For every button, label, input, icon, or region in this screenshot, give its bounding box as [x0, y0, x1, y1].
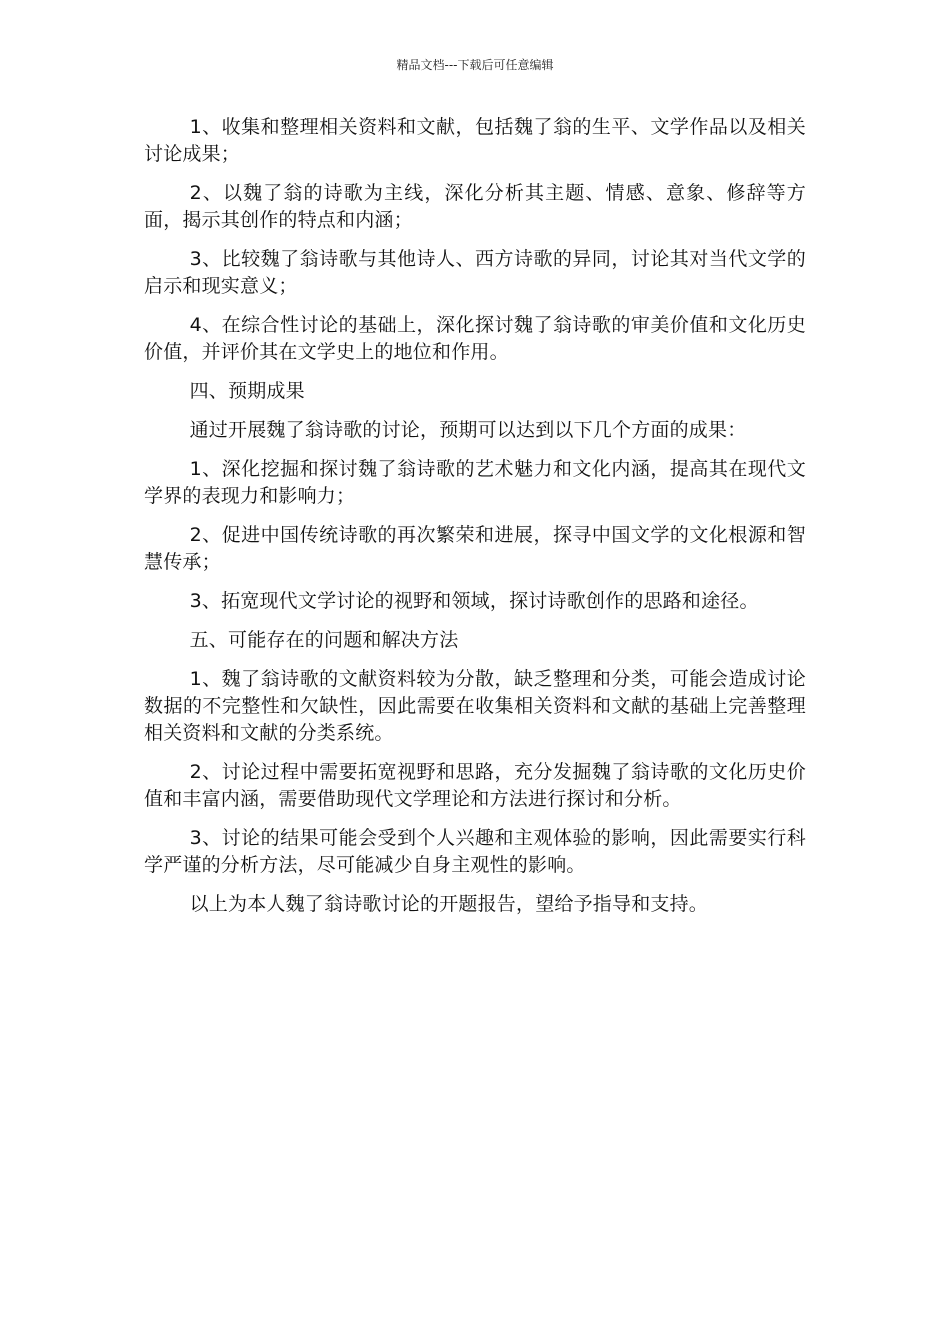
section-heading-expected-results: 四、预期成果	[189, 380, 305, 402]
closing-statement: 以上为本人魏了翁诗歌讨论的开题报告，望给予指导和支持。	[189, 893, 708, 915]
result-item-broaden-research: 3、拓宽现代文学讨论的视野和领域，探讨诗歌创作的思路和途径。	[189, 590, 759, 612]
problem-item-scattered-literature: 1、魏了翁诗歌的文献资料较为分散，缺乏整理和分类，可能会造成讨论数据的不完整性和欠缺性，因此需要在收集相关资料和文献的基础上完善整理相关资料和文献的分类系统。	[144, 668, 806, 744]
list-item-analyze-poetry: 2、以魏了翁的诗歌为主线，深化分析其主题、情感、意象、修辞等方面，揭示其创作的特点和内涵；	[144, 182, 806, 231]
problem-item-subjectivity: 3、讨论的结果可能会受到个人兴趣和主观体验的影响，因此需要实行科学严谨的分析方法，尽可能减少自身主观性的影响。	[144, 827, 806, 876]
result-item-artistic-charm: 1、深化挖掘和探讨魏了翁诗歌的艺术魅力和文化内涵，提高其在现代文学界的表现力和影响力；	[144, 458, 806, 507]
document-body	[144, 114, 806, 930]
page-header: 精品文档---下载后可任意编辑	[396, 58, 554, 72]
expected-results-intro: 通过开展魏了翁诗歌的讨论，预期可以达到以下几个方面的成果：	[189, 419, 747, 441]
result-item-tradition-prosperity: 2、促进中国传统诗歌的再次繁荣和进展，探寻中国文学的文化根源和智慧传承；	[144, 524, 806, 573]
problem-item-broaden-vision: 2、讨论过程中需要拓宽视野和思路，充分发掘魏了翁诗歌的文化历史价值和丰富内涵，需要借助现代文学理论和方法进行探讨和分析。	[144, 761, 806, 810]
section-heading-problems-solutions: 五、可能存在的问题和解决方法	[189, 629, 459, 651]
list-item-aesthetic-value: 4、在综合性讨论的基础上，深化探讨魏了翁诗歌的审美价值和文化历史价值，并评价其在文学史上的地位和作用。	[144, 314, 806, 363]
list-item-collect-materials: 1、收集和整理相关资料和文献，包括魏了翁的生平、文学作品以及相关讨论成果；	[144, 116, 806, 165]
list-item-compare-poetry: 3、比较魏了翁诗歌与其他诗人、西方诗歌的异同，讨论其对当代文学的启示和现实意义；	[144, 248, 806, 297]
